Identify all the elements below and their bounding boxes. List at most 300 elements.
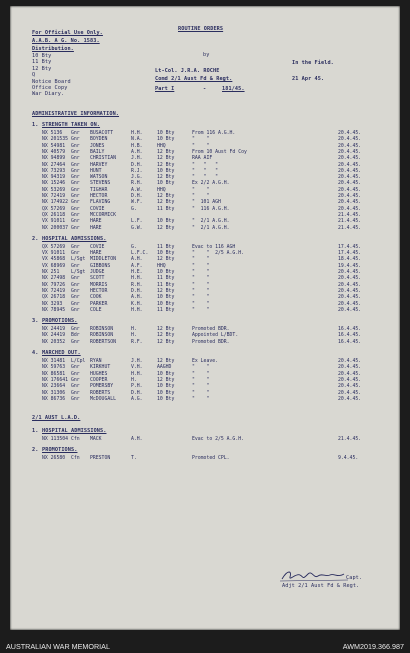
sub-unit: 12 Bty <box>157 377 175 383</box>
date: 21.4.45. <box>338 212 362 218</box>
sub-unit: 11 Bty <box>157 276 175 282</box>
initials: V.H. <box>131 365 143 371</box>
date: 20.4.45. <box>338 288 362 294</box>
service-number: VX 91011 <box>42 251 66 257</box>
service-number: NX 31481 <box>42 359 66 364</box>
remarks: " " <box>192 377 210 383</box>
sub-unit: 11 Bty <box>157 206 175 212</box>
rank: Gnr <box>71 156 80 162</box>
remarks: " 2/1 A.G.H. <box>192 225 230 231</box>
remarks: " " <box>192 263 210 269</box>
signature-rank: Capt. <box>346 575 363 581</box>
remarks: " 2/1 A.G.H. <box>192 219 230 225</box>
service-number: NX 23664 <box>42 384 66 390</box>
service-number: NX 24419 <box>42 327 66 333</box>
sub-unit: 12 Bty <box>157 225 175 231</box>
date: 16.4.45. <box>338 327 362 333</box>
document-title: ROUTINE ORDERS <box>178 26 224 32</box>
remarks: Promoted CPL. <box>192 456 230 462</box>
location: In the Field. <box>292 60 334 66</box>
date: 20.4.45. <box>338 276 362 282</box>
sub-unit: HHQ <box>157 143 166 149</box>
remarks: " " <box>192 187 210 193</box>
sub-unit: 12 Bty <box>157 149 175 155</box>
remarks: " " <box>192 396 210 402</box>
section-title: HOSPITAL ADMISSIONS. <box>42 428 107 435</box>
initials: R.F. <box>131 339 143 345</box>
sub-unit: HHQ <box>157 263 166 269</box>
surname: HUGHES <box>90 371 108 377</box>
sub-unit: 10 Bty <box>157 181 175 187</box>
service-number: NX 94319 <box>42 175 66 181</box>
service-number: VX 68969 <box>42 263 66 269</box>
remarks: " " <box>192 384 210 390</box>
distribution-item: Notice Board <box>32 78 71 85</box>
rank: Cfn <box>71 437 80 443</box>
remarks: RAA AIF <box>192 156 213 162</box>
remarks: " " <box>192 194 210 199</box>
rank: Gnr <box>71 396 80 402</box>
remarks: Appointed L/BDT. <box>192 333 239 339</box>
remarks: " " <box>192 270 210 275</box>
surname: HUNT <box>90 168 102 174</box>
surname: KIRKHUT <box>90 365 111 371</box>
surname: COOPER <box>90 377 108 383</box>
initials: D.H. <box>131 288 143 294</box>
rank: Gnr <box>71 339 80 345</box>
date: 21.4.45. <box>338 219 362 225</box>
distribution-item: 12 Bty <box>32 65 52 72</box>
remarks: " " " <box>192 162 218 168</box>
rank: Gnr <box>71 168 80 174</box>
initials: A.H. <box>131 257 143 263</box>
remarks: " " " <box>192 168 218 174</box>
order-row <box>10 339 400 346</box>
surname: JUDGE <box>90 270 105 275</box>
date: 20.4.45. <box>338 282 362 288</box>
surname: HARE <box>90 219 102 225</box>
rank: Gnr <box>71 276 80 282</box>
surname: COVIE <box>90 244 105 250</box>
service-number: NX 251 <box>42 270 60 275</box>
rank: Gnr <box>71 194 80 199</box>
date: 16.4.45. <box>338 339 362 345</box>
date: 20.4.45. <box>338 162 362 168</box>
surname: POMERSBY <box>90 384 114 390</box>
service-number: NX 26580 <box>42 456 66 462</box>
rank: Gnr <box>71 327 80 333</box>
initials: D.H. <box>131 194 143 199</box>
service-number: NX 40579 <box>42 149 66 155</box>
initials: A.H. <box>131 149 143 155</box>
sub-unit: 12 Bty <box>157 288 175 294</box>
remarks: " " <box>192 257 210 263</box>
service-number: VX 91011 <box>42 219 66 225</box>
rank: Gnr <box>71 251 80 257</box>
initials: K.H. <box>131 301 143 307</box>
service-number: NX 3293 <box>42 301 63 307</box>
date: 20.4.45. <box>338 187 362 193</box>
surname: COVIE <box>90 206 105 212</box>
section-title: STRENGTH TAKEN ON. <box>42 122 101 128</box>
date: 20.4.45. <box>338 365 362 371</box>
initials: H.H. <box>131 307 143 313</box>
surname: PARKER <box>90 301 108 307</box>
rank: Gnr <box>71 365 80 371</box>
initials: H.B. <box>131 143 143 149</box>
date: 20.4.45. <box>338 384 362 390</box>
sub-unit: 10 Bty <box>157 270 175 275</box>
sub-unit: 12 Bty <box>157 156 175 162</box>
rank: Gnr <box>71 282 80 288</box>
initials: R.H. <box>131 282 143 288</box>
remarks: " " " <box>192 175 218 181</box>
date: 9.4.45. <box>338 456 359 462</box>
date: 20.4.45. <box>338 175 362 181</box>
sub-unit: 10 Bty <box>157 396 175 402</box>
initials: H. <box>131 333 137 339</box>
part-label: Part I <box>155 86 175 92</box>
sub-unit: HHQ <box>157 187 166 193</box>
surname: MORRIS <box>90 282 108 288</box>
rank: Gnr <box>71 206 80 212</box>
sub-unit: 10 Bty <box>157 390 175 396</box>
date: 20.4.45. <box>338 149 362 155</box>
date: 17.4.45. <box>338 244 362 250</box>
surname: COOK <box>90 295 102 301</box>
remarks: " " <box>192 307 210 313</box>
initials: A.F. <box>131 263 143 269</box>
date: 20.4.45. <box>338 359 362 364</box>
official-use-line: For Official Use Only. <box>32 30 103 36</box>
date: 20.4.45. <box>338 396 362 402</box>
rank: Gnr <box>71 200 80 206</box>
initials: G.W. <box>131 225 143 231</box>
remarks: " " <box>192 282 210 288</box>
rank: Gnr <box>71 187 80 193</box>
surname: HECTOR <box>90 288 108 294</box>
rank: Gnr <box>71 175 80 181</box>
initials: H.H. <box>131 371 143 377</box>
date: 20.4.45. <box>338 168 362 174</box>
date: 20.4.45. <box>338 143 362 149</box>
date: 20.4.45. <box>338 181 362 187</box>
rank: Gnr <box>71 288 80 294</box>
initials: A.G. <box>131 396 143 402</box>
date: 20.4.45. <box>338 390 362 396</box>
remarks: " " <box>192 371 210 377</box>
service-number: NX 53269 <box>42 187 66 193</box>
rank: Gnr <box>71 131 80 136</box>
surname: ROBERTS <box>90 390 111 396</box>
sub-unit: 10 Bty <box>157 251 175 257</box>
date: 20.4.45. <box>338 200 362 206</box>
sub-unit: AAGHD <box>157 365 172 371</box>
service-number: QX 26718 <box>42 295 66 301</box>
commander-name: Lt-Col. J.R.A. ROCHE <box>155 68 220 74</box>
initials: J.G. <box>131 175 143 181</box>
rank: Gnr <box>71 244 80 250</box>
service-number: NX 72419 <box>42 288 66 294</box>
date: 20.4.45. <box>338 206 362 212</box>
date: 20.4.45. <box>338 301 362 307</box>
section-number: 4. <box>32 350 39 356</box>
remarks: " " <box>192 301 210 307</box>
date: 20.4.45. <box>338 194 362 199</box>
surname: HARE <box>90 225 102 231</box>
surname: WATSON <box>90 175 108 181</box>
rank: Gnr <box>71 137 80 143</box>
remarks: Evac to 2/5 A.G.H. <box>192 437 244 443</box>
service-number: NX 174922 <box>42 200 68 206</box>
remarks: " " <box>192 390 210 396</box>
service-number: NX 78945 <box>42 307 66 313</box>
surname: STEVENS <box>90 181 111 187</box>
surname: MCCORMICK <box>90 212 116 218</box>
rank: Gnr <box>71 263 80 269</box>
rank: L/Sgt <box>71 270 86 275</box>
sub-unit: 10 Bty <box>157 168 175 174</box>
surname: FLAVING <box>90 200 111 206</box>
remarks: " " <box>192 365 210 371</box>
order-row <box>10 436 400 443</box>
date: 20.4.45. <box>338 270 362 275</box>
order-row <box>10 396 400 403</box>
remarks: Promoted BDR. <box>192 339 230 345</box>
remarks: " " <box>192 288 210 294</box>
service-number: NX 72419 <box>42 194 66 199</box>
aab-number: A.A.B. A G. No. 1583. <box>32 38 100 44</box>
rank: Gnr <box>71 219 80 225</box>
remarks: " 101 AGH <box>192 200 221 206</box>
initials: H.H. <box>131 276 143 282</box>
distribution-item: War Diary. <box>32 91 65 98</box>
section-number: 2. <box>32 235 39 242</box>
initials: J.H. <box>131 156 143 162</box>
sub-unit: 12 Bty <box>157 339 175 345</box>
surname: ROBERTSON <box>90 339 116 345</box>
document-page <box>10 6 400 630</box>
initials: A.H. <box>131 437 143 443</box>
surname: RYAN <box>90 359 102 364</box>
rank: Cfn <box>71 456 80 462</box>
rank: Gnr <box>71 384 80 390</box>
surname: SCOTT <box>90 276 105 282</box>
remarks: Ex 2/2 A.G.H. <box>192 181 230 187</box>
initials: L.F.C. <box>131 251 149 257</box>
service-number: QX 57269 <box>42 244 66 250</box>
sub-unit: 11 Bty <box>157 282 175 288</box>
surname: HARVEY <box>90 162 108 168</box>
sub-unit: 12 Bty <box>157 194 175 199</box>
initials: A.H. <box>131 295 143 301</box>
sub-unit: 12 Bty <box>157 257 175 263</box>
sub-unit: 12 Bty <box>157 162 175 168</box>
unit-name: Comd 2/1 Aust Fd & Regt. <box>155 76 233 82</box>
service-number: QX 57269 <box>42 206 66 212</box>
section-title: 2/1 AUST L.A.D. <box>32 415 81 422</box>
remarks: From 10 Aust Fd Coy <box>192 149 247 155</box>
sub-unit: 10 Bty <box>157 137 175 143</box>
surname: BAILY <box>90 149 105 155</box>
date: 20.4.45. <box>338 156 362 162</box>
surname: JONES <box>90 143 105 149</box>
surname: BUSACOTT <box>90 131 114 136</box>
remarks: " " 2/5 A.G.H. <box>192 251 244 257</box>
surname: MACK <box>90 437 102 443</box>
remarks: Ex Leave. <box>192 359 218 364</box>
service-number: NX 113504 <box>42 437 68 443</box>
rank: L/Sgt <box>71 257 86 263</box>
service-number: NX 24419 <box>42 333 66 339</box>
sub-unit: 10 Bty <box>157 301 175 307</box>
initials: H. <box>131 327 137 333</box>
initials: R.H. <box>131 181 143 187</box>
order-row <box>10 455 400 462</box>
part-dash: - <box>203 86 207 92</box>
rank: Gnr <box>71 162 80 168</box>
distribution-item: Q <box>32 72 36 79</box>
initials: D.H. <box>131 162 143 168</box>
remarks: " " <box>192 143 210 149</box>
sub-unit: 10 Bty <box>157 131 175 136</box>
section-title: PROMOTIONS. <box>42 318 78 325</box>
section-title: PROMOTIONS. <box>42 447 78 454</box>
sub-unit: 12 Bty <box>157 200 175 206</box>
date: 16.4.45. <box>338 333 362 339</box>
sub-unit: 10 Bty <box>157 384 175 390</box>
service-number: NX 176641 <box>42 377 68 383</box>
surname: MIDDLETON <box>90 257 116 263</box>
service-number: NX 73293 <box>42 168 66 174</box>
remarks: " " <box>192 137 210 143</box>
initials: A.W. <box>131 187 143 193</box>
remarks: " 116 A.G.H. <box>192 206 230 212</box>
initials: H.H. <box>131 131 143 136</box>
rank: Bdr <box>71 333 80 339</box>
service-number: NX 15246 <box>42 181 66 187</box>
service-number: NX 20352 <box>42 339 66 345</box>
initials: D.H. <box>131 390 143 396</box>
initials: G. <box>131 206 137 212</box>
surname: ROBINSON <box>90 333 114 339</box>
service-number: NX 59763 <box>42 365 66 371</box>
surname: ROBINSON <box>90 327 114 333</box>
section-title: HOSPITAL ADMISSIONS. <box>42 235 107 242</box>
surname: PRESTON <box>90 456 111 462</box>
service-number: NX 201535 <box>42 137 68 143</box>
date: 20.4.45. <box>338 377 362 383</box>
initials: P.H. <box>131 384 143 390</box>
initials: W.F. <box>131 200 143 206</box>
rank: Gnr <box>71 181 80 187</box>
rank: Gnr <box>71 295 80 301</box>
rank: Gnr <box>71 143 80 149</box>
section-number: 1. <box>32 122 39 128</box>
sub-unit: 12 Bty <box>157 175 175 181</box>
distribution-item: Office Copy <box>32 85 68 91</box>
section-title: MARCHED OUT. <box>42 350 81 356</box>
surname: BOYDEN <box>90 137 108 143</box>
date: 18.4.45. <box>338 257 362 263</box>
initials: G. <box>131 244 137 250</box>
section-number: 2. <box>32 447 39 454</box>
service-number: NX 86581 <box>42 371 66 377</box>
admin-heading: ADMINISTRATIVE INFORMATION. <box>32 111 120 117</box>
sub-unit: 12 Bty <box>157 327 175 333</box>
initials: N.A. <box>131 137 143 143</box>
initials: J.H. <box>131 359 143 364</box>
service-number: NX 54981 <box>42 143 66 149</box>
initials: R.J. <box>131 168 143 174</box>
surname: GIBBONS <box>90 263 111 269</box>
date: 20.4.45. <box>338 295 362 301</box>
distribution-label: Distribution. <box>32 46 74 52</box>
section-number: 1. <box>32 428 39 435</box>
order-row <box>10 307 400 314</box>
remarks: Promoted BDR. <box>192 327 230 333</box>
sub-unit: 10 Bty <box>157 295 175 301</box>
remarks: " " <box>192 295 210 301</box>
footer-reference: AWM2019.366.987 <box>342 642 404 651</box>
date: 17.4.45. <box>338 251 362 257</box>
date: 20.4.45. <box>338 307 362 313</box>
service-number: NX 31306 <box>42 390 66 396</box>
sub-unit: 10 Bty <box>157 371 175 377</box>
surname: TIGHAR <box>90 187 108 193</box>
surname: McDOUGALL <box>90 396 116 402</box>
rank: Gnr <box>71 390 80 396</box>
rank: Gnr <box>71 371 80 377</box>
order-row <box>10 225 400 232</box>
sub-unit: 11 Bty <box>157 244 175 250</box>
document-date: 21 Apr 45. <box>292 76 325 82</box>
section-number: 3. <box>32 318 39 325</box>
service-number: NX 27464 <box>42 162 66 168</box>
service-number: NX 5136 <box>42 131 63 136</box>
rank: Gnr <box>71 377 80 383</box>
rank: Gnr <box>71 149 80 155</box>
surname: HECTOR <box>90 194 108 199</box>
service-number: NX 86736 <box>42 396 66 402</box>
surname: CHRISTIAN <box>90 156 116 162</box>
remarks: Evac to 116 AGH <box>192 244 236 250</box>
sub-unit: 12 Bty <box>157 333 175 339</box>
sub-unit: 10 Bty <box>157 219 175 225</box>
signature-line: Adjt 2/1 Aust Fd & Regt. <box>282 583 360 589</box>
order-number: 181/45. <box>222 86 245 92</box>
service-number: NX 27498 <box>42 276 66 282</box>
date: 19.4.45. <box>338 263 362 269</box>
sub-unit: 12 Bty <box>157 359 175 364</box>
rank: Gnr <box>71 212 80 218</box>
rank: Gnr <box>71 225 80 231</box>
initials: H. <box>131 377 137 383</box>
rank: L/Cpl <box>71 359 86 364</box>
date: 21.4.45. <box>338 437 362 443</box>
remarks: " " <box>192 276 210 282</box>
sub-unit: 11 Bty <box>157 307 175 313</box>
initials: H.E. <box>131 270 143 275</box>
remarks: From 116 A.G.H. <box>192 131 236 136</box>
footer-collection: AUSTRALIAN WAR MEMORIAL <box>6 642 110 651</box>
by-line: by <box>203 52 210 58</box>
date: 20.4.45. <box>338 137 362 143</box>
distribution-item: 11 Bty <box>32 59 52 66</box>
service-number: VX 45868 <box>42 257 66 263</box>
surname: HARE <box>90 251 102 257</box>
initials: L.F. <box>131 219 143 225</box>
